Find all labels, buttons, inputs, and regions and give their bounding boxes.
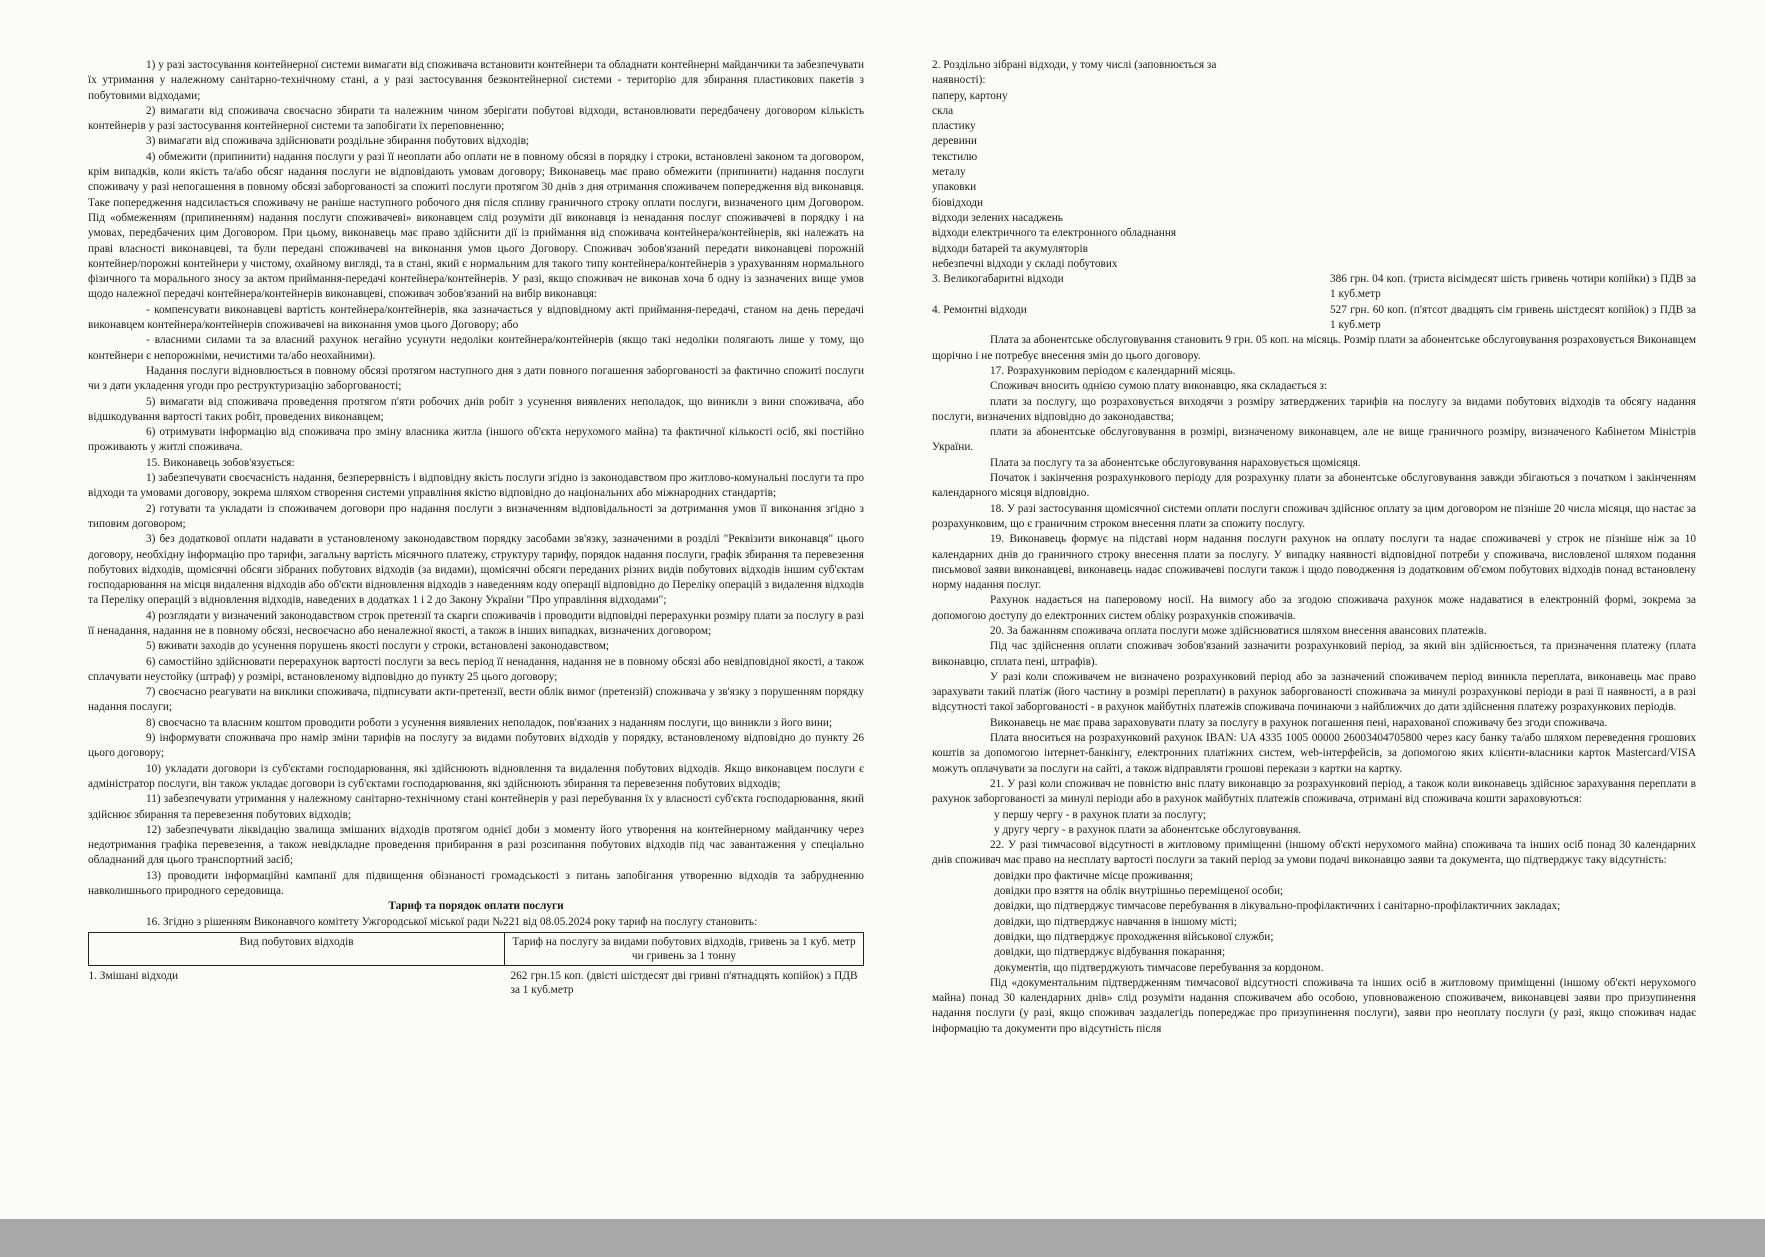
paragraph: 3) вимагати від споживача здійснювати роздільне збирання побутових відходів;	[146, 135, 530, 148]
list-item: відходи батарей та акумуляторів	[932, 242, 1088, 255]
paragraph: Споживач вносить однією сумою плату виконавцю, яка складається з:	[990, 380, 1328, 393]
table-cell: 262 грн.15 коп. (двісті шістдесят дві гривні п'ятнадцять копійок) з ПДВ за 1 куб.метр	[510, 969, 858, 996]
paragraph: Виконавець не має права зараховувати плату за послугу в рахунок погашення пені, нарахованої споживачу без згоди споживача.	[990, 716, 1608, 729]
paragraph: 2) готувати та укладати із споживачем договори про надання послуги з визначенням відповідальності за дотримання умов її виконання згідно з типовим договором;	[88, 502, 864, 530]
paragraph: 2) вимагати від споживача своєчасно збирати та належним чином зберігати побутові відходи, встановлювати передбачену договором кількість контейнерів у разі застосування контейнерної системи та запобігати їх переповненню;	[88, 104, 864, 133]
paragraph: плати за абонентське обслуговування в розмірі, визначеному виконавцем, але не вище граничного розміру, визначеного Кабінетом Міністрів України.	[932, 426, 1696, 454]
paragraph: 5) вживати заходів до усунення порушень якості послуги у строки, встановлені законодавством;	[146, 640, 610, 653]
paragraph: 12) забезпечувати ліквідацію звалища змішаних відходів протягом однієї доби з моменту його утворення на контейнерному майданчику через недотримання графіка перевезення, а також невідкладне проведення прибирання в разі розсипання побутових відходів під час завантаження у спеціально обладнаний для цього транспортний засіб;	[88, 823, 864, 867]
paragraph: Під «документальним підтвердженням тимчасової відсутності споживача та інших осіб в житловому приміщенні (іншому об'єкті нерухомого майна) понад 30 календарних днів» слід розуміти надання споживачем або особою, уповноваженою споживачем, виконавцеві заяви про призупинення надання послуги (у разі, якщо споживач заздалегідь попереджає про призупинення послуги), заяви про неоплату послуги (у разі, якщо споживач надає інформацію та документи про відсутність після	[932, 976, 1696, 1035]
right-column	[932, 58, 1696, 1037]
paragraph: 7) своєчасно реагувати на виклики споживача, підписувати акти-претензії, вести облік вимог (претензій) споживача у зв'язку з порушенням порядку надання послуги;	[88, 686, 864, 714]
paragraph: 15. Виконавець зобов'язується:	[146, 456, 295, 469]
paragraph: 8) своєчасно та власним коштом проводити роботи з усунення виявлених неполадок, пов'язаних з наданням послуги, що виникли з його вини;	[146, 716, 833, 729]
table-header-cell: Тариф на послугу за видами побутових відходів, гривень за 1 куб. метр чи гривень за 1 тонну	[505, 932, 864, 965]
list-item: скла	[932, 104, 954, 117]
section-title: Тариф та порядок оплати послуги	[388, 900, 564, 913]
list-item: небезпечні відходи у складі побутових	[932, 257, 1118, 270]
paragraph: 19. Виконавець формує на підставі норм надання послуги рахунок на оплату послуги та надає споживачеві у строк не пізніше ніж за 10 календарних днів до граничного строку внесення плати за послугу. У випадку наявності відповідної потреби у споживача, висловленої шляхом подання письмової заяви виконавцеві, виконавець надає споживачеві послуги також і щодо поводження із додатковим об'ємом побутових відходів понад встановлену норму надання послуг.	[932, 533, 1696, 592]
list-item: довідки, що підтверджує проходження військової служби;	[994, 930, 1274, 943]
paragraph: 3) без додаткової оплати надавати в установленому законодавством порядку засобами зв'язку, зазначеними в розділі "Реквізити виконавця" цього договору, необхідну інформацію про тарифи, загальну вартість місячного платежу, структуру тарифу, порядок надання послуги, графік збирання та перевезення побутових відходів, щомісячні обсяги зібраних побутових відходів (за видами), щомісячні обсяги переданих різних видів побутових відходів іншим суб'єктам господарювання на місця видалення відходів або об'єкти відновлення відходів з наведенням коду операції відповідно до Переліку операцій з видалення відходів та Переліку операцій з відновлення відходів, наведених в додатках 1 і 2 до Закону України "Про управління відходами";	[88, 533, 864, 607]
paragraph: 18. У разі застосування щомісячної системи оплати послуги споживач здійснює оплату за цим договором не пізніше 20 числа місяця, що настає за розрахунковим, що є граничним строком внесення плати за спожиту послугу.	[932, 502, 1696, 530]
paragraph: 5) вимагати від споживача проведення протягом п'яти робочих днів робіт з усунення виявлених неполадок, що виникли з вини споживача, або відшкодування вартості таких робіт, проведених виконавцем;	[88, 395, 864, 423]
repair-waste-price: 527 грн. 60 коп. (п'ятсот двадцять сім гривень шістдесят копійок) з ПДВ за 1 куб.метр	[1330, 303, 1696, 332]
repair-waste-row	[932, 303, 1696, 334]
paragraph: 21. У разі коли споживач не повністю вніс плату виконавцю за розрахунковий період, а також коли виконавець здійснює зарахування переплати в рахунок заборгованості за минулі періоди або в рахунок майбутніх платежів споживача, отримані від споживача кошти зараховуються:	[932, 777, 1696, 806]
paragraph: 11) забезпечувати утримання у належному санітарно-технічному стані контейнерів у разі перебування їх у власності суб'єкта господарювання, який здійснює збирання та перевезення побутових відходів;	[88, 793, 864, 821]
list-item: відходи зелених насаджень	[932, 211, 1063, 224]
list-item: документів, що підтверджують тимчасове перебування за кордоном.	[994, 961, 1324, 974]
bulky-waste-label: 3. Великогабаритні відходи	[932, 273, 1064, 286]
paragraph: - компенсувати виконавцеві вартість контейнера/контейнерів, яка зазначається у відповідному акті приймання-передачі, станом на день передачі виконавцем контейнера/контейнерів споживачеві на виконання умов цього Договору; або	[88, 303, 864, 332]
paragraph: Рахунок надається на паперовому носії. На вимогу або за згодою споживача рахунок може надаватися в електронній формі, зокрема за допомогою доступу до електронних систем обліку розрахунків споживачів.	[932, 594, 1696, 622]
bulky-waste-price: 386 грн. 04 коп. (триста вісімдесят шість гривень чотири копійки) з ПДВ за 1 куб.метр	[1330, 273, 1696, 301]
paragraph: Плата за послугу та за абонентське обслуговування нараховується щомісяця.	[990, 456, 1361, 469]
list-item: паперу, картону	[932, 89, 1008, 102]
list-item: пластику	[932, 120, 976, 133]
list-item: деревини	[932, 135, 977, 148]
table-row	[89, 965, 864, 997]
paragraph: 10) укладати договори із суб'єктами господарювання, які здійснюють відновлення та видалення побутових відходів. Якщо виконавцем послуги є адміністратор послуги, він також укладає договори із суб'єктами господарювання, які здійснюють збирання та перевезення побутових відходів;	[88, 762, 864, 790]
list-item: довідки, що підтверджує тимчасове перебування в лікувально-профілактичних і санітарно-профілактичних закладах;	[994, 900, 1561, 913]
bulky-waste-row	[932, 272, 1696, 303]
repair-waste-label: 4. Ремонтні відходи	[932, 303, 1027, 316]
paragraph: 6) отримувати інформацію від споживача про зміну власника житла (іншого об'єкта нерухомого майна) та фактичної кількості осіб, які постійно проживають у житлі споживача.	[88, 426, 864, 454]
paragraph: 4) розглядати у визначений законодавством строк претензії та скарги споживачів і проводити відповідні перерахунки розміру плати за послугу в разі її ненадання, надання не в повному обсязі, несвоєчасно або неналежної якості, а також в інших випадках, визначених договором;	[88, 609, 864, 637]
scan-bottom-edge	[0, 1219, 1765, 1257]
left-column	[88, 58, 864, 997]
list-item: текстилю	[932, 150, 978, 163]
paragraph: 20. За бажанням споживача оплата послуги може здійснюватися шляхом внесення авансових платежів.	[990, 624, 1487, 637]
table-cell: 1. Змішані відходи	[88, 969, 179, 982]
separate-waste-title: 2. Роздільно зібрані відходи, у тому числі (заповнюється за наявності):	[932, 59, 1217, 87]
list-item: довідки, що підтверджує навчання в іншому місті;	[994, 915, 1237, 928]
paragraph: 1) забезпечувати своєчасність надання, безперервність і відповідну якість послуги згідно із законодавством про житлово-комунальні послуги та про відходи та умовами договору, зокрема шляхом створення системи управління якістю відповідно до національних або міжнародних стандартів;	[88, 472, 864, 500]
paragraph: 17. Розрахунковим періодом є календарний місяць.	[990, 364, 1236, 377]
list-item: відходи електричного та електронного обладнання	[932, 227, 1177, 240]
list-item: довідки, що підтверджує відбування покарання;	[994, 946, 1226, 959]
paragraph: плати за послугу, що розраховується виходячи з розміру затверджених тарифів на послугу за видами побутових відходів та обсягу надання послуги, визначених відповідно до законодавства;	[932, 395, 1696, 423]
paragraph: У разі коли споживачем не визначено розрахунковий період або за зазначений споживачем період виникла переплата, виконавець має право зарахувати такий платіж (його частину в розмірі переплати) в рахунок заборгованості споживача за минулі розрахункові періоди в разі її наявності, а в разі відсутності такої заборгованості - в рахунок майбутніх платежів споживача починаючи з найближчих до дати здійснення платежу розрахункових періодів.	[932, 670, 1696, 714]
paragraph: Надання послуги відновлюється в повному обсязі протягом наступного дня з дати повного погашення заборгованості за фактично спожиті послуги чи з дати укладення угоди про реструктуризацію заборгованості;	[88, 364, 864, 393]
table-header-row	[89, 932, 864, 965]
paragraph: Плата за абонентське обслуговування становить 9 грн. 05 коп. на місяць. Розмір плати за абонентське обслуговування розраховується Виконавцем щорічно і не потребує внесення змін до цього договору.	[932, 334, 1696, 362]
paragraph: - власними силами та за власний рахунок негайно усунути недоліки контейнера/контейнерів (якщо такі недоліки полягають лише у тому, що контейнери є непорожніми, нечистими та/або неохайними).	[88, 334, 864, 362]
list-item: довідки про взяття на облік внутрішньо переміщеної особи;	[994, 885, 1284, 898]
paragraph: 1) у разі застосування контейнерної системи вимагати від споживача встановити контейнери та обладнати контейнерні майданчики та забезпечувати їх утримання у належному санітарно-технічному стані, а у разі застосування безконтейнерної системи - територію для збирання пластикових пакетів з побутовими відходами;	[88, 59, 864, 102]
tariff-intro: 16. Згідно з рішенням Виконавчого комітету Ужгородської міської ради №221 від 08.05.2024 року тариф на послугу становить:	[146, 915, 758, 928]
paragraph: 22. У разі тимчасової відсутності в житловому приміщенні (іншому об'єкті нерухомого майна) споживача та інших осіб понад 30 календарних днів споживач має право на несплату вартості послуги за такий період за умови подачі виконавцю заяви та документа, що підтверджує таку відсутність:	[932, 839, 1696, 867]
paragraph: Під час здійснення оплати споживач зобов'язаний зазначити розрахунковий період, за який він здійснюється, та призначення платежу (плата виконавцю, сплата пені, штрафів).	[932, 640, 1696, 668]
list-item: біовідходи	[932, 196, 984, 209]
paragraph: 4) обмежити (припинити) надання послуги у разі її неоплати або оплати не в повному обсязі в порядку і строки, встановлені законом та договором, крім випадків, коли якість та/або обсяг надання послуги не відповідають умовам договору; Виконавець має право обмежити (припинити) надання послуги споживачу у разі непогашення в повному обсязі заборгованості за спожиті послуги протягом 30 днів з дня отримання споживачем попередження від виконавця. Таке попередження надсилається споживачу не раніше наступного робочого дня після спливу граничного строку оплати послуги, визначеного цим Договором. Під «обмеженням (припиненням) надання послуги споживачеві» виконавцем слід розуміти дії виконавця із ненадання послуг споживачеві в порядку і на умовах, передбачених цим Договором. При цьому, виконавець має право здійснити дії із приймання від споживача контейнера/контейнерів, які належать на праві власності виконавцеві, та були передані споживачеві на виконання умов цього Договору. Споживач зобов'язаний передати виконавцеві порожній контейнер/порожні контейнери у чистому, охайному вигляді, та в стані, який є нормальним для такого типу контейнера/контейнерів з урахуванням нормального фізичного та морального зносу за актом приймання-передачі контейнера/контейнерів. У разі, якщо споживач не виконав хоча б одну із зазначених вище умов щодо належної передачі контейнера/контейнерів виконавцеві, споживач зобов'язаний на вибір виконавця:	[88, 150, 864, 301]
paragraph: Плата вноситься на розрахунковий рахунок IBAN: UA 4335 1005 00000 26003404705800 через касу банку та/або шляхом переведення грошових коштів за допомогою інтернет-банкінгу, електронних платіжних систем, web-інтерфейсів, за допомогою яких клієнти-власники карток Mastercard/VISA можуть оплачувати за послуги на сайті, а також відправляти грошові перекази з картки на картку.	[932, 732, 1696, 775]
paragraph: Початок і закінчення розрахункового періоду для розрахунку плати за абонентське обслуговування завжди збігаються з початком і закінченням календарного місяця відповідно.	[932, 472, 1696, 500]
list-item: упаковки	[932, 181, 977, 194]
list-item: у другу чергу - в рахунок плати за абонентське обслуговування.	[994, 823, 1302, 836]
paragraph: 13) проводити інформаційні кампанії для підвищення обізнаності громадськості з питань запобігання утворенню відходів та забрудненню навколишнього природного середовища.	[88, 869, 864, 898]
table-header-cell: Вид побутових відходів	[89, 932, 505, 965]
tariff-table	[88, 932, 864, 997]
list-item: довідки про фактичне місце проживання;	[994, 869, 1194, 882]
list-item: у першу чергу - в рахунок плати за послугу;	[994, 808, 1207, 821]
paragraph: 9) інформувати споживача про намір зміни тарифів на послугу за видами побутових відходів у порядку, встановленому відповідно до пункту 26 цього договору;	[88, 732, 864, 760]
list-item: металу	[932, 166, 966, 179]
paragraph: 6) самостійно здійснювати перерахунок вартості послуги за весь період її ненадання, надання не в повному обсязі або невідповідної якості, а також сплачувати неустойку (штраф) у розмірі, встановленому відповідно до пункту 25 цього договору;	[88, 655, 864, 683]
